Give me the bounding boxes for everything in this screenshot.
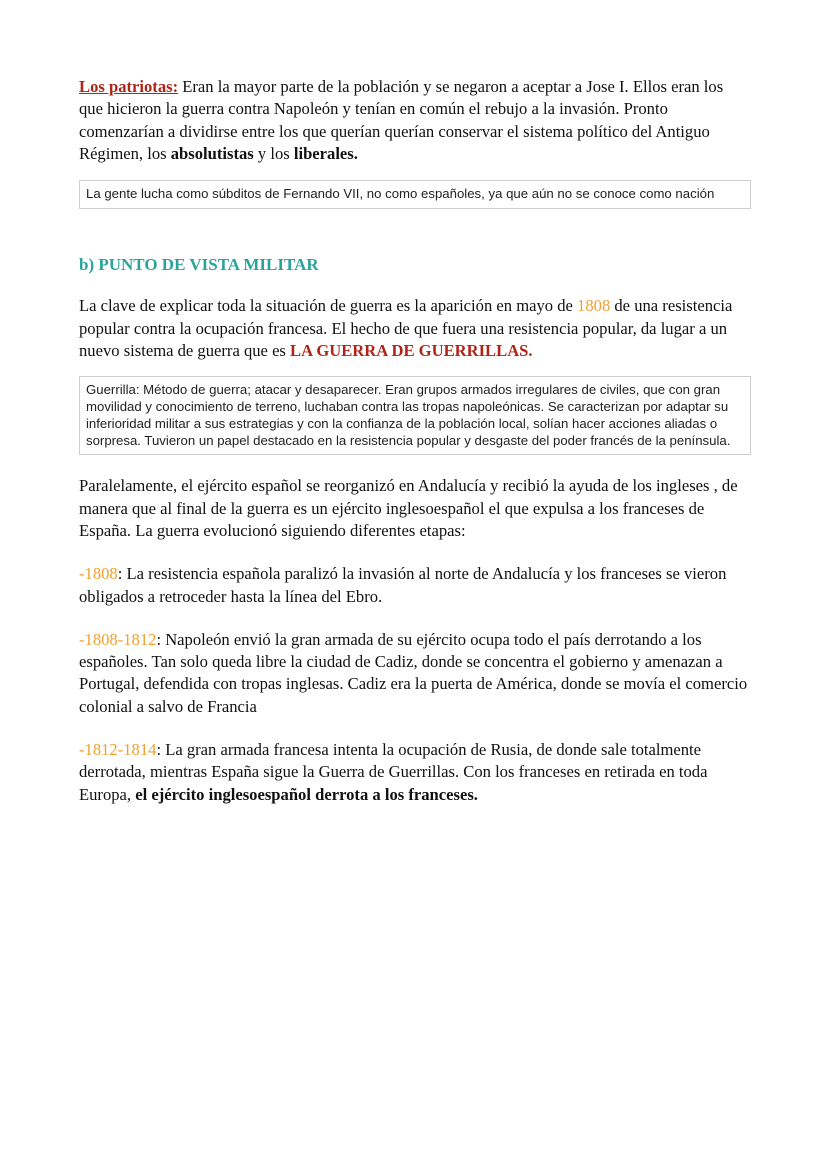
note-box-guerrilla: Guerrilla: Método de guerra; atacar y desaparecer. Eran grupos armados irregulares de civiles, que con gran movilidad y conocimiento de terreno, luchaban contra las tropas napoleónicas. Se caracterizan por adaptar su inferioridad militar a sus estrategias y con la confianza de la población local, solían hacer acciones aliadas o sorpresa. Tuvieron un papel destacado en la resistencia popular y desgaste del poder francés de la península. <box>79 376 751 455</box>
etapa-text: : Napoleón envió la gran armada de su ejército ocupa todo el país derrotando a los españoles. Tan solo queda libre la ciudad de Cadiz, donde se concentra el gobierno y amenazan a Portugal, defendida con tropas inglesas. Cadiz era la puerta de América, donde se movía el comercio colonial a salvo de Francia <box>79 629 748 716</box>
patriotas-paragraph <box>79 76 751 165</box>
etapa-conclusion: el ejército inglesoespañol derrota a los franceses. <box>135 784 478 804</box>
document-page <box>79 76 751 806</box>
clave-text-start: La clave de explicar toda la situación de guerra es la aparición en mayo de <box>79 296 578 316</box>
etapa-text: : La resistencia española paralizó la invasión al norte de Andalucía y los franceses se vieron obligados a retroceder hasta la línea del Ebro. <box>79 564 727 606</box>
guerrillas-highlight: LA GUERRA DE GUERRILLAS. <box>290 340 533 360</box>
patriotas-connector: y los <box>253 143 294 163</box>
etapa-1808-1812 <box>79 629 751 718</box>
liberales-term: liberales. <box>293 143 358 163</box>
etapa-dates: -1808 <box>79 564 118 584</box>
etapa-dates: -1808-1812 <box>79 629 157 649</box>
etapa-dates: -1812-1814 <box>79 740 157 760</box>
patriotas-label: Los patriotas: <box>79 77 179 96</box>
etapa-1808 <box>79 563 751 608</box>
clave-year: 1808 <box>577 296 611 316</box>
paralelamente-paragraph: Paralelamente, el ejército español se reorganizó en Andalucía y recibió la ayuda de los ingleses , de manera que al final de la guerra es un ejército inglesoespañol el que expulsa a los franceses de España. La guerra evolucionó siguiendo diferentes etapas: <box>79 476 738 540</box>
etapa-1812-1814 <box>79 739 751 806</box>
patriotas-text: Eran la mayor parte de la población y se negaron a aceptar a Jose I. Ellos eran los que hicieron la guerra contra Napoleón y tenían en común el rebujo a la invasión. Pronto comenzarían a dividirse entre los que querían querían conservar el sistema político del Antiguo Régimen, los <box>79 77 724 163</box>
etapa-text: : La gran armada francesa intenta la ocupación de Rusia, de donde sale totalmente derrotada, mientras España sigue la Guerra de Guerrillas. Con los franceses en retirada en toda Europa, <box>79 740 708 804</box>
absolutistas-term: absolutistas <box>170 143 254 163</box>
clave-text-end: de una resistencia popular contra la ocupación francesa. El hecho de que fuera una resistencia popular, da lugar a un nuevo sistema de guerra que es <box>79 296 733 360</box>
note-box-fernando: La gente lucha como súbditos de Fernando VII, no como españoles, ya que aún no se conoce como nación <box>79 180 751 209</box>
clave-paragraph <box>79 295 751 362</box>
section-heading-militar: b) PUNTO DE VISTA MILITAR <box>79 254 319 274</box>
